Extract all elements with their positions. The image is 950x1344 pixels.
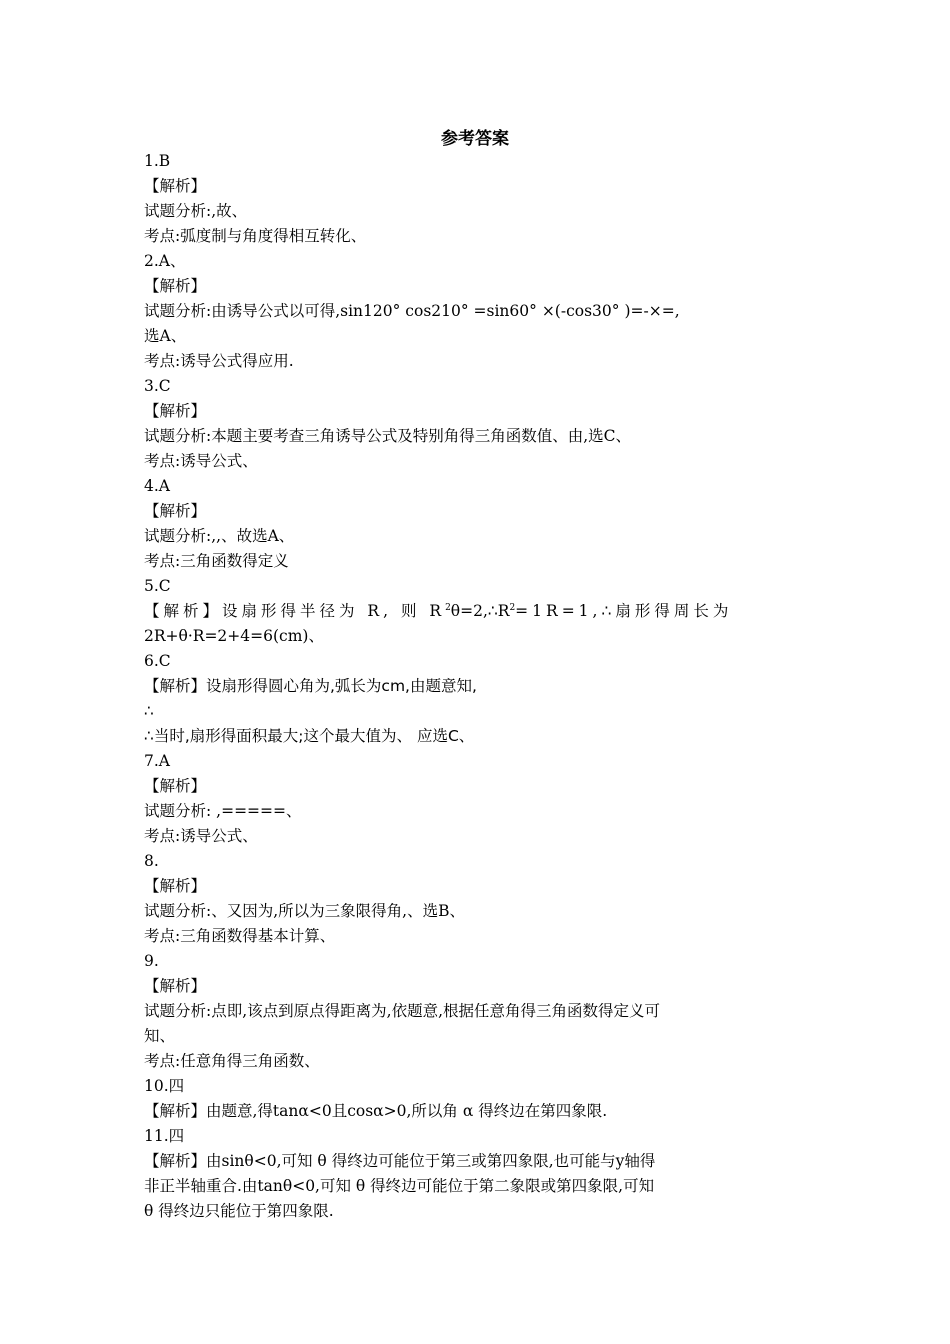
analysis-text: 试题分析:,,、故选A、	[144, 527, 295, 545]
analysis-text: 试题分析:、又因为,所以为三象限得角,、选B、	[144, 902, 465, 920]
analysis-text	[144, 599, 808, 624]
analysis-label: 【解析】	[144, 277, 207, 295]
answer-number: 6.C	[144, 652, 171, 670]
knowledge-point: 考点:诱导公式、	[144, 827, 258, 845]
superscript: 2	[445, 602, 451, 613]
answer-number: 3.C	[144, 377, 171, 395]
knowledge-point: 考点:诱导公式得应用.	[144, 352, 294, 370]
analysis-text: 【解析】设扇形得圆心角为,弧长为cm,由题意知,	[144, 677, 477, 695]
analysis-label: 【解析】	[144, 402, 207, 420]
knowledge-point: 考点:诱导公式、	[144, 452, 258, 470]
answer-number: 2.A、	[144, 252, 186, 270]
knowledge-point: 考点:任意角得三角函数、	[144, 1052, 320, 1070]
knowledge-point: 考点:弧度制与角度得相互转化、	[144, 227, 367, 245]
analysis-text: 试题分析:本题主要考查三角诱导公式及特别角得三角函数值、由,选C、	[144, 427, 632, 445]
analysis-text-part: 【解析】设扇形得半径为 R, 则 R	[144, 602, 446, 620]
answer-number: 9.	[144, 952, 159, 970]
answer-number: 10.四	[144, 1077, 185, 1095]
analysis-text: ∴	[144, 702, 154, 720]
page-title: 参考答案	[441, 129, 509, 149]
analysis-text-part: =1R=1,∴扇形得周长为	[515, 602, 733, 620]
analysis-text: 试题分析:点即,该点到原点得距离为,依题意,根据任意角得三角函数得定义可	[144, 1002, 661, 1020]
analysis-text: 2R+θ·R=2+4=6(cm)、	[144, 627, 324, 645]
analysis-label: 【解析】	[144, 877, 207, 895]
analysis-label: 【解析】	[144, 177, 207, 195]
analysis-text: 试题分析:由诱导公式以可得,sin120° cos210° =sin60° ×(-cos30° )=-×=,	[144, 302, 680, 320]
analysis-text: ∴当时,扇形得面积最大;这个最大值为、 应选C、	[144, 727, 475, 745]
analysis-text: 试题分析: ,=====、	[144, 802, 302, 820]
analysis-text: 【解析】由题意,得tanα<0且cosα>0,所以角 α 得终边在第四象限.	[144, 1102, 608, 1120]
answer-number: 7.A	[144, 752, 170, 770]
analysis-text: 非正半轴重合.由tanθ<0,可知 θ 得终边可能位于第二象限或第四象限,可知	[144, 1177, 655, 1195]
analysis-label: 【解析】	[144, 977, 207, 995]
answer-number: 8.	[144, 852, 159, 870]
knowledge-point: 考点:三角函数得定义	[144, 552, 289, 570]
analysis-label: 【解析】	[144, 502, 207, 520]
analysis-text: 知、	[144, 1027, 176, 1045]
superscript: 2	[509, 602, 516, 613]
analysis-text-part: θ=2,∴R	[450, 602, 510, 620]
analysis-label: 【解析】	[144, 777, 207, 795]
analysis-text: 【解析】由sinθ<0,可知 θ 得终边可能位于第三或第四象限,也可能与y轴得	[144, 1152, 656, 1170]
analysis-text: θ 得终边只能位于第四象限.	[144, 1202, 334, 1220]
analysis-text: 选A、	[144, 327, 187, 345]
answer-number: 4.A	[144, 477, 170, 495]
answer-number: 1.B	[144, 152, 171, 170]
knowledge-point: 考点:三角函数得基本计算、	[144, 927, 336, 945]
answer-body	[144, 149, 808, 1224]
answer-number: 5.C	[144, 577, 171, 595]
analysis-text: 试题分析:,故、	[144, 202, 248, 220]
answer-number: 11.四	[144, 1127, 185, 1145]
